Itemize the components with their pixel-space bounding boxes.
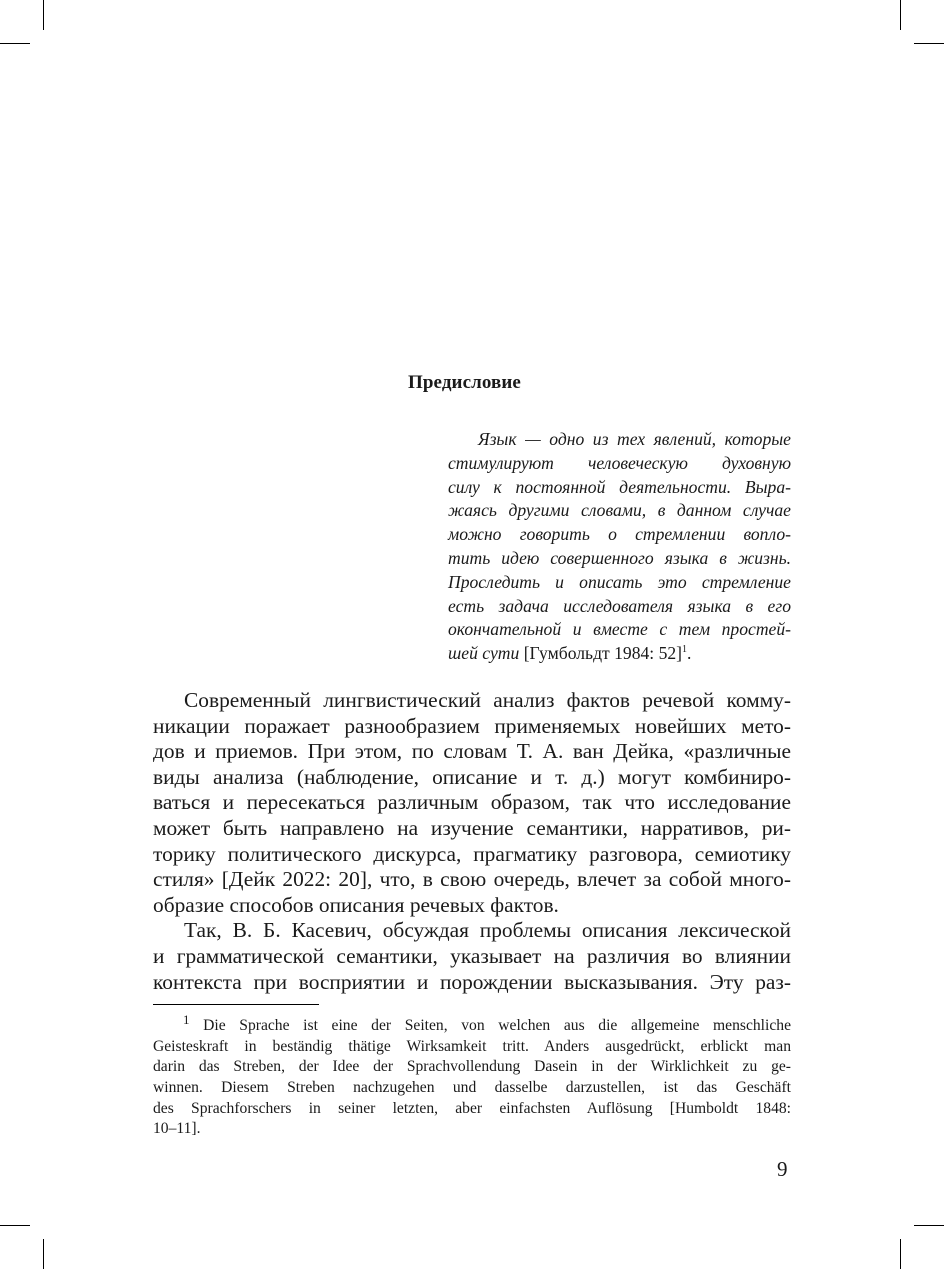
crop-mark-top-left bbox=[43, 0, 44, 30]
epigraph-line: можно говорить о стремлении вопло- bbox=[448, 524, 791, 545]
paragraph-line: торику политического дискурса, прагматику разговора, семиотику bbox=[153, 841, 791, 866]
paragraph-line: и грамматической семантики, указывает на различия во влиянии bbox=[153, 943, 791, 968]
crop-mark-bottom-right-h bbox=[914, 1225, 944, 1226]
crop-mark-bottom-left-h bbox=[0, 1225, 30, 1226]
paragraph-line: может быть направлено на изучение семантики, нарративов, ри- bbox=[153, 815, 791, 840]
epigraph-last-line bbox=[448, 642, 791, 666]
paragraph-line: дов и приемов. При этом, по словам Т. А. ван Дейка, «различные bbox=[153, 739, 791, 764]
crop-mark-bottom-left bbox=[43, 1239, 44, 1269]
paragraph-line: образие способов описания речевых фактов. bbox=[153, 892, 559, 917]
epigraph-italic-end: шей сути bbox=[448, 643, 520, 664]
crop-mark-top-left-h bbox=[0, 43, 30, 44]
epigraph-line: Проследить и описать это стремление bbox=[448, 571, 791, 592]
epigraph-line: стимулируют человеческую духовную bbox=[448, 452, 791, 473]
footnote-line bbox=[153, 1010, 791, 1037]
page-title: Предисловие bbox=[408, 372, 521, 393]
paragraph-line: Так, В. Б. Касевич, обсуждая проблемы описания лексической bbox=[184, 918, 791, 943]
paragraph-line: виды анализа (наблюдение, описание и т. д.) могут комбиниро- bbox=[153, 764, 791, 789]
body-text bbox=[153, 688, 791, 995]
footnote bbox=[153, 1010, 791, 1140]
paragraph-line: никации поражает разнообразием применяемых новейших мето- bbox=[153, 713, 791, 738]
footnote-line: des Sprachforschers in seiner letzten, aber einfachsten Auflösung [Humboldt 1848: bbox=[153, 1099, 791, 1117]
paragraph-line: ваться и пересекаться различным образом, так что исследование bbox=[153, 790, 791, 815]
footnote-line: Geisteskraft in beständig thätige Wirksamkeit tritt. Anders ausgedrückt, erblickt man bbox=[153, 1037, 791, 1055]
paragraph-line: контекста при восприятии и порождении высказывания. Эту раз- bbox=[153, 969, 791, 994]
epigraph-line: тить идею совершенного языка в жизнь. bbox=[448, 547, 791, 568]
crop-mark-top-right-h bbox=[914, 43, 944, 44]
epigraph-end: . bbox=[687, 643, 692, 664]
epigraph-line: жаясь другими словами, в данном случае bbox=[448, 500, 791, 521]
footnote-line: winnen. Diesem Streben nachzugehen und dasselbe darzustellen, ist das Geschäft bbox=[153, 1078, 791, 1096]
epigraph-line: есть задача исследователя языка в его bbox=[448, 595, 791, 616]
crop-mark-bottom-right bbox=[900, 1239, 901, 1269]
epigraph-line: Язык — одно из тех явлений, которые bbox=[478, 429, 791, 449]
epigraph-line: окончательной и вместе с тем простей- bbox=[448, 619, 791, 640]
paragraph-line: Современный лингвистический анализ фактов речевой комму- bbox=[184, 688, 791, 712]
crop-mark-top-right bbox=[900, 0, 901, 30]
footnote-line: 10–11]. bbox=[153, 1120, 201, 1138]
epigraph bbox=[448, 428, 791, 666]
paragraph-line: стиля» [Дейк 2022: 20], что, в свою очередь, влечет за собой много- bbox=[153, 867, 791, 892]
footnote-divider bbox=[153, 1004, 319, 1005]
footnote-line: darin das Streben, der Idee der Sprachvollendung Dasein in der Wirklichkeit zu ge- bbox=[153, 1058, 791, 1076]
epigraph-line: силу к постоянной деятельности. Выра- bbox=[448, 476, 791, 497]
page-number: 9 bbox=[777, 1157, 788, 1181]
footnote-number: 1 bbox=[183, 1012, 190, 1027]
epigraph-citation: [Гумбольдт 1984: 52] bbox=[519, 643, 683, 664]
footnote-reference[interactable]: 1 bbox=[682, 644, 688, 656]
footnote-text: Die Sprache ist eine der Seiten, von welchen aus die allgemeine menschliche bbox=[189, 1017, 791, 1035]
